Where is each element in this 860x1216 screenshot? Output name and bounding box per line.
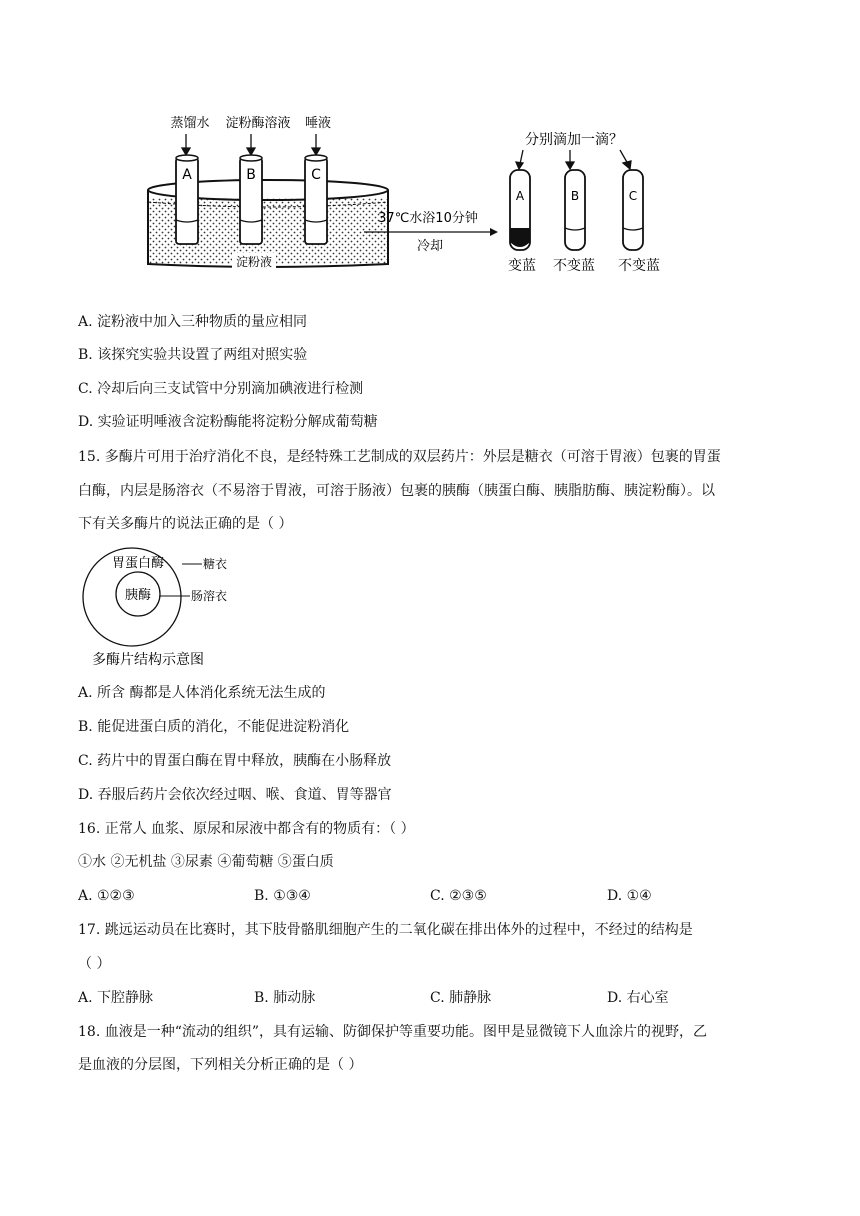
tube-c-result [623, 170, 643, 250]
tube-a-letter: A [182, 167, 192, 183]
enteric-coat-label: 肠溶衣 [191, 589, 228, 603]
inner-layer-label: 胰酶 [124, 588, 152, 603]
q16-option-d: D. ①④ [607, 888, 652, 904]
tube-b-result [565, 170, 585, 250]
down-arrows [182, 134, 320, 155]
label-cool-step: 冷却 [416, 239, 444, 254]
q15-option-a: A. 所含 酶都是人体消化系统无法生成的 [78, 685, 326, 701]
q14-option-b: B. 该探究实验共设置了两组对照实验 [78, 347, 308, 363]
q18-stem-line1: 18. 血液是一种“流动的组织”，具有运输、防御保护等重要功能。图甲是显微镜下人血涂片的视野，乙 [78, 1024, 708, 1040]
q14-option-a: A. 淀粉液中加入三种物质的量应相同 [78, 314, 308, 330]
label-saliva: 唾液 [304, 116, 332, 131]
result-b-label: 不变蓝 [553, 258, 595, 274]
q16-option-c: C. ②③⑤ [430, 888, 487, 904]
sugar-coat-label: 糖衣 [203, 557, 228, 571]
result-tube-c-letter: C [628, 189, 638, 203]
q15-stem-line1: 15. 多酶片可用于治疗消化不良，是经特殊工艺制成的双层药片：外层是糖衣（可溶于胃液）包裹的胃蛋 [78, 449, 721, 465]
q16-option-b: B. ①③④ [254, 888, 311, 904]
tube-c-letter: C [311, 167, 321, 183]
label-amylase-solution: 淀粉酶溶液 [225, 116, 291, 131]
q17-option-c: C. 肺静脉 [430, 990, 492, 1006]
tube-b-letter: B [246, 167, 256, 183]
q14-option-c: C. 冷却后向三支试管中分别滴加碘液进行检测 [78, 381, 364, 397]
result-tube-b-letter: B [570, 189, 580, 203]
q17-stem-line2: （ ） [78, 956, 111, 972]
q14-option-d: D. 实验证明唾液含淀粉酶能将淀粉分解成葡萄糖 [78, 414, 378, 430]
result-c-label: 不变蓝 [618, 258, 660, 274]
q15-stem-line3: 下有关多酶片的说法正确的是（ ） [78, 516, 293, 532]
q15-option-d: D. 吞服后药片会依次经过咽、喉、食道、胃等器官 [78, 787, 392, 803]
q17-option-d: D. 右心室 [607, 990, 669, 1006]
tube-a-result [510, 170, 530, 250]
q16-stem: 16. 正常人 血浆、原尿和尿液中都含有的物质有：（ ） [78, 821, 415, 837]
label-distilled-water: 蒸馏水 [170, 116, 210, 131]
drop-arrows [516, 150, 631, 169]
experiment-figure [140, 108, 680, 280]
q15-stem-line2: 白酶，内层是肠溶衣（不易溶于胃液，可溶于肠液）包裹的胰酶（胰蛋白酶、胰脂肪酶、胰淀粉酶）。以 [78, 483, 715, 499]
multi-enzyme-tablet-figure [80, 546, 250, 672]
q17-option-b: B. 肺动脉 [254, 990, 316, 1006]
q17-option-a: A. 下腔静脉 [78, 990, 154, 1006]
q15-option-b: B. 能促进蛋白质的消化，不能促进淀粉消化 [78, 719, 350, 735]
tablet-figure-caption: 多酶片结构示意图 [92, 652, 204, 668]
result-a-label: 变蓝 [508, 258, 536, 274]
q15-option-c: C. 药片中的胃蛋白酶在胃中释放，胰酶在小肠释放 [78, 753, 392, 769]
outer-layer-label: 胃蛋白酶 [111, 556, 165, 571]
result-tube-a-letter: A [515, 189, 525, 203]
q18-stem-line2: 是血液的分层图，下列相关分析正确的是（ ） [78, 1057, 363, 1073]
label-drop-question: 分别滴加一滴？ [525, 132, 623, 148]
label-water-bath-step: 37℃水浴10分钟 [378, 211, 478, 226]
q16-option-a: A. ①②③ [78, 888, 135, 904]
label-starch-solution: 淀粉液 [235, 255, 273, 269]
q17-stem-line1: 17. 跳远运动员在比赛时，其下肢骨骼肌细胞产生的二氧化碳在排出体外的过程中，不经过的结构是 [78, 922, 693, 938]
q16-items: ①水 ②无机盐 ③尿素 ④葡萄糖 ⑤蛋白质 [78, 854, 334, 870]
